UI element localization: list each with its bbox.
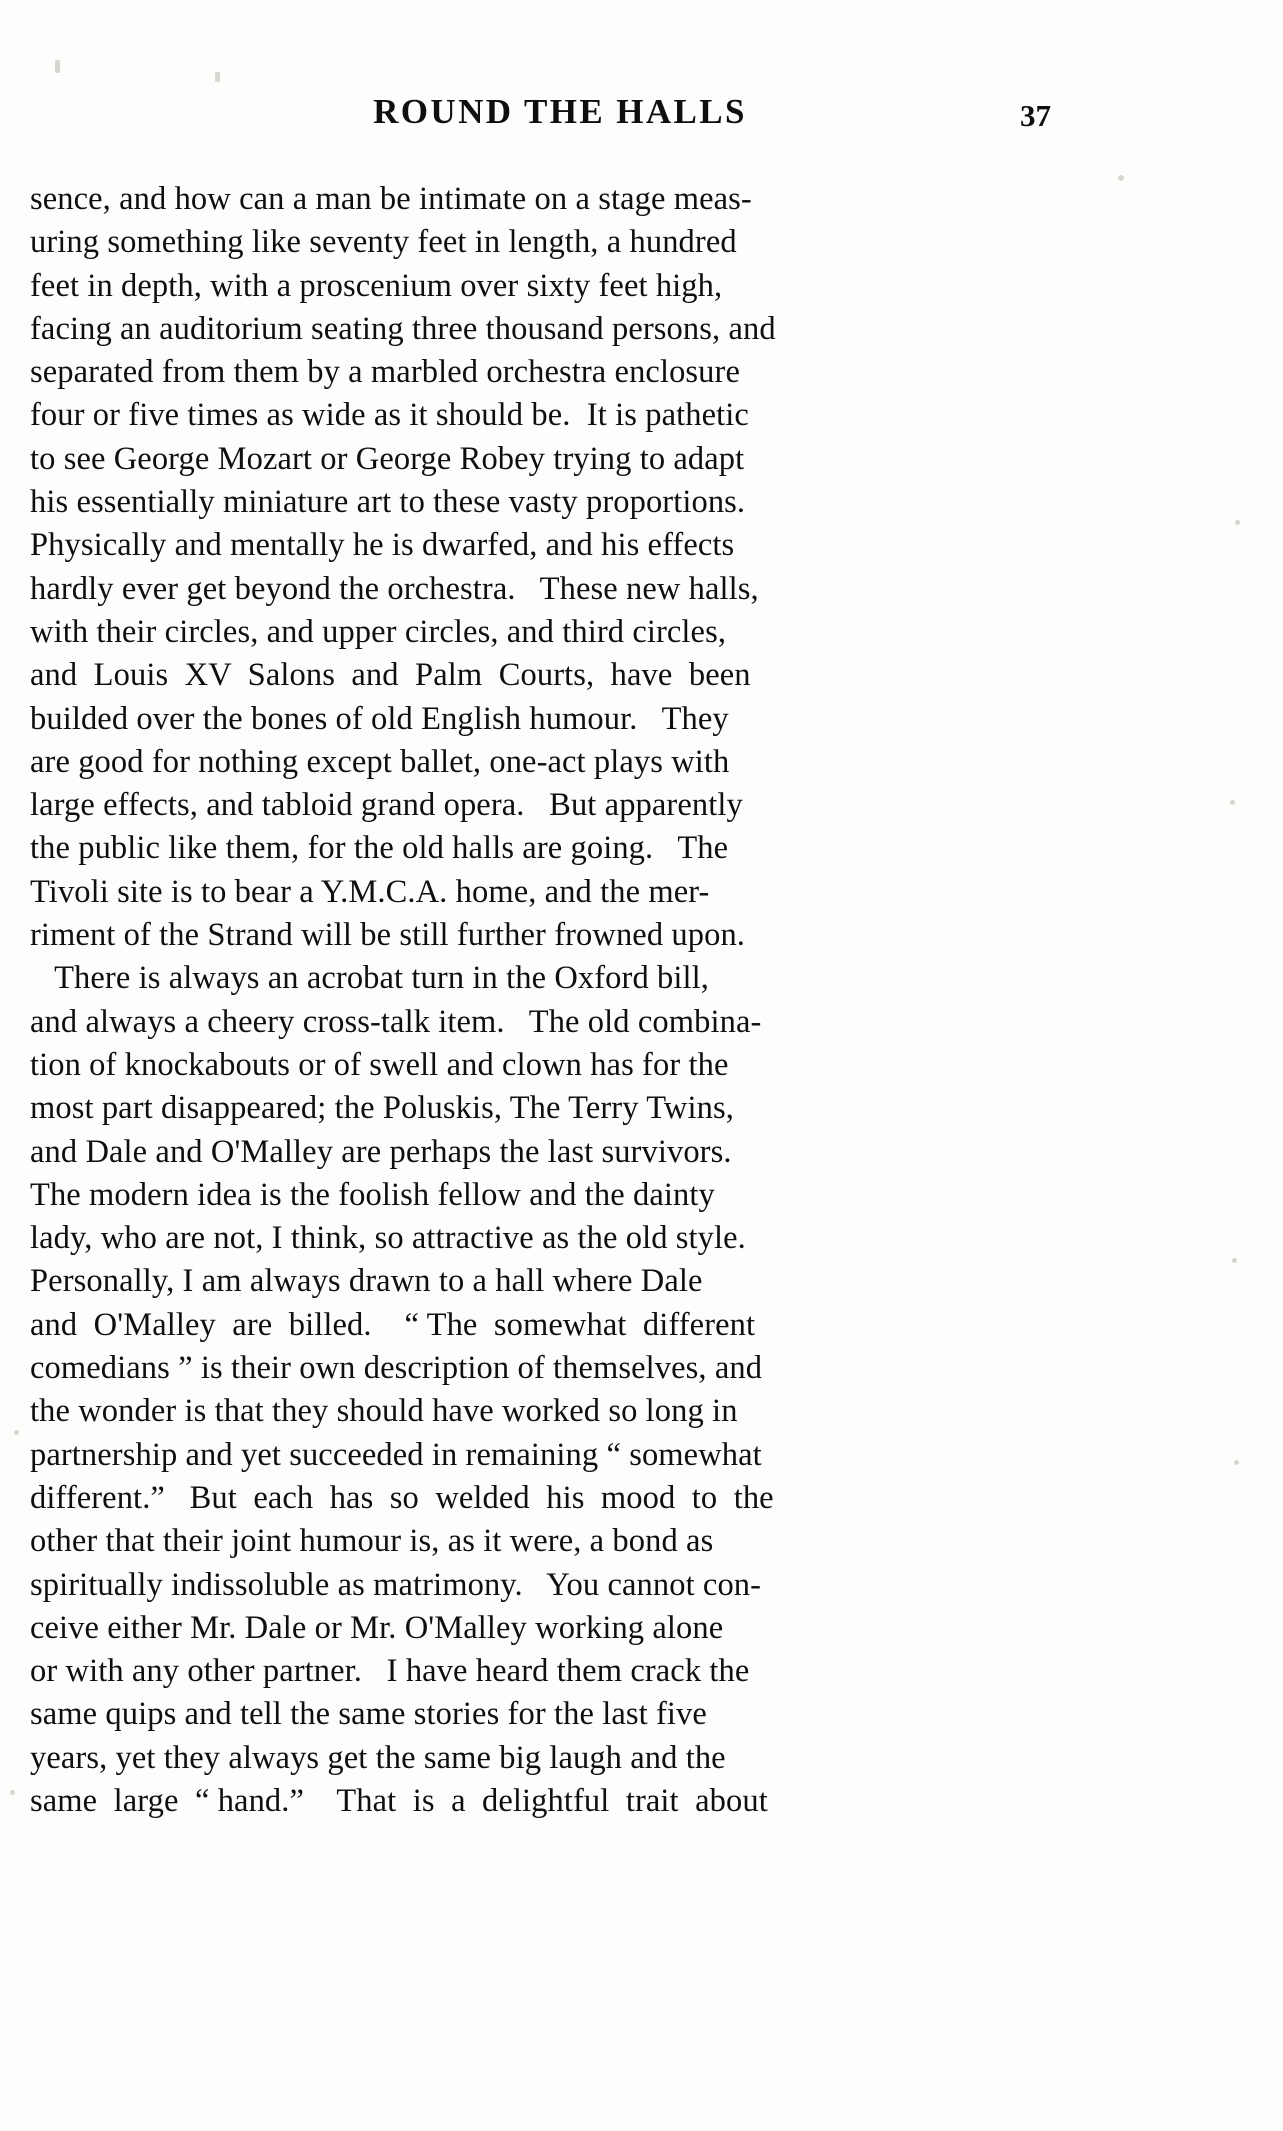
text-line: lady, who are not, I think, so attractive as the old style. xyxy=(30,1220,746,1257)
text-line: his essentially miniature art to these vasty proportions. xyxy=(30,484,746,521)
scan-speck xyxy=(1230,800,1235,805)
scan-speck xyxy=(1232,1258,1237,1263)
text-line: feet in depth, with a proscenium over sixty feet high, xyxy=(30,267,723,304)
text-line: comedians ” is their own description of themselves, and xyxy=(30,1350,763,1387)
scan-speck xyxy=(55,60,60,73)
text-line: spiritually indissoluble as matrimony. You cannot con- xyxy=(30,1566,762,1603)
text-line: uring something like seventy feet in length, a hundred xyxy=(30,224,737,261)
text-line: to see George Mozart or George Robey trying to adapt xyxy=(30,440,745,477)
scan-speck xyxy=(10,1790,15,1795)
text-line: same quips and tell the same stories for the last five xyxy=(30,1696,707,1733)
text-line: and Dale and O'Malley are perhaps the last survivors. xyxy=(30,1133,732,1170)
text-line: and Louis XV Salons and Palm Courts, have been xyxy=(30,657,751,694)
scan-speck xyxy=(14,1430,19,1435)
body-text xyxy=(30,178,1095,1823)
text-line: and O'Malley are billed. “ The somewhat different xyxy=(30,1306,756,1343)
text-line: are good for nothing except ballet, one-act plays with xyxy=(30,743,730,780)
text-line: There is always an acrobat turn in the Oxford bill, xyxy=(30,960,709,997)
scan-speck xyxy=(1234,1460,1239,1465)
text-line: other that their joint humour is, as it were, a bond as xyxy=(30,1523,714,1560)
text-line: builded over the bones of old English humour. They xyxy=(30,700,729,737)
text-line: Tivoli site is to bear a Y.M.C.A. home, and the mer- xyxy=(30,873,710,910)
running-head: ROUND THE HALLS xyxy=(373,92,747,131)
text-line: or with any other partner. I have heard them crack the xyxy=(30,1653,750,1690)
text-line: separated from them by a marbled orchestra enclosure xyxy=(30,354,740,391)
text-line: four or five times as wide as it should be. It is pathetic xyxy=(30,397,749,434)
text-line: The modern idea is the foolish fellow and the dainty xyxy=(30,1176,715,1213)
text-line: and always a cheery cross-talk item. The old combina- xyxy=(30,1003,762,1040)
text-line: different.” But each has so welded his mood to the xyxy=(30,1479,774,1516)
text-line: riment of the Strand will be still further frowned upon. xyxy=(30,917,746,954)
page-number: 37 xyxy=(1020,98,1051,133)
text-line: tion of knockabouts or of swell and clown has for the xyxy=(30,1046,729,1083)
text-line: ceive either Mr. Dale or Mr. O'Malley working alone xyxy=(30,1609,724,1646)
page-header xyxy=(0,92,1283,140)
text-line: partnership and yet succeeded in remaining “ somewhat xyxy=(30,1436,762,1473)
text-line: large effects, and tabloid grand opera. But apparently xyxy=(30,787,743,824)
scan-speck xyxy=(1235,520,1240,525)
text-line: hardly ever get beyond the orchestra. These new halls, xyxy=(30,570,759,607)
scan-speck xyxy=(215,72,220,82)
text-line: Physically and mentally he is dwarfed, and his effects xyxy=(30,527,735,564)
text-line: same large “ hand.” That is a delightful trait about xyxy=(30,1782,768,1819)
text-line: with their circles, and upper circles, and third circles, xyxy=(30,613,727,650)
text-line: most part disappeared; the Poluskis, The Terry Twins, xyxy=(30,1090,734,1127)
scan-speck xyxy=(1118,175,1124,181)
text-line: Personally, I am always drawn to a hall where Dale xyxy=(30,1263,703,1300)
text-line: the wonder is that they should have worked so long in xyxy=(30,1393,738,1430)
text-line: facing an auditorium seating three thousand persons, and xyxy=(30,310,776,347)
text-line: the public like them, for the old halls are going. The xyxy=(30,830,729,867)
text-line: years, yet they always get the same big laugh and the xyxy=(30,1739,726,1776)
text-line: sence, and how can a man be intimate on a stage meas- xyxy=(30,181,752,217)
